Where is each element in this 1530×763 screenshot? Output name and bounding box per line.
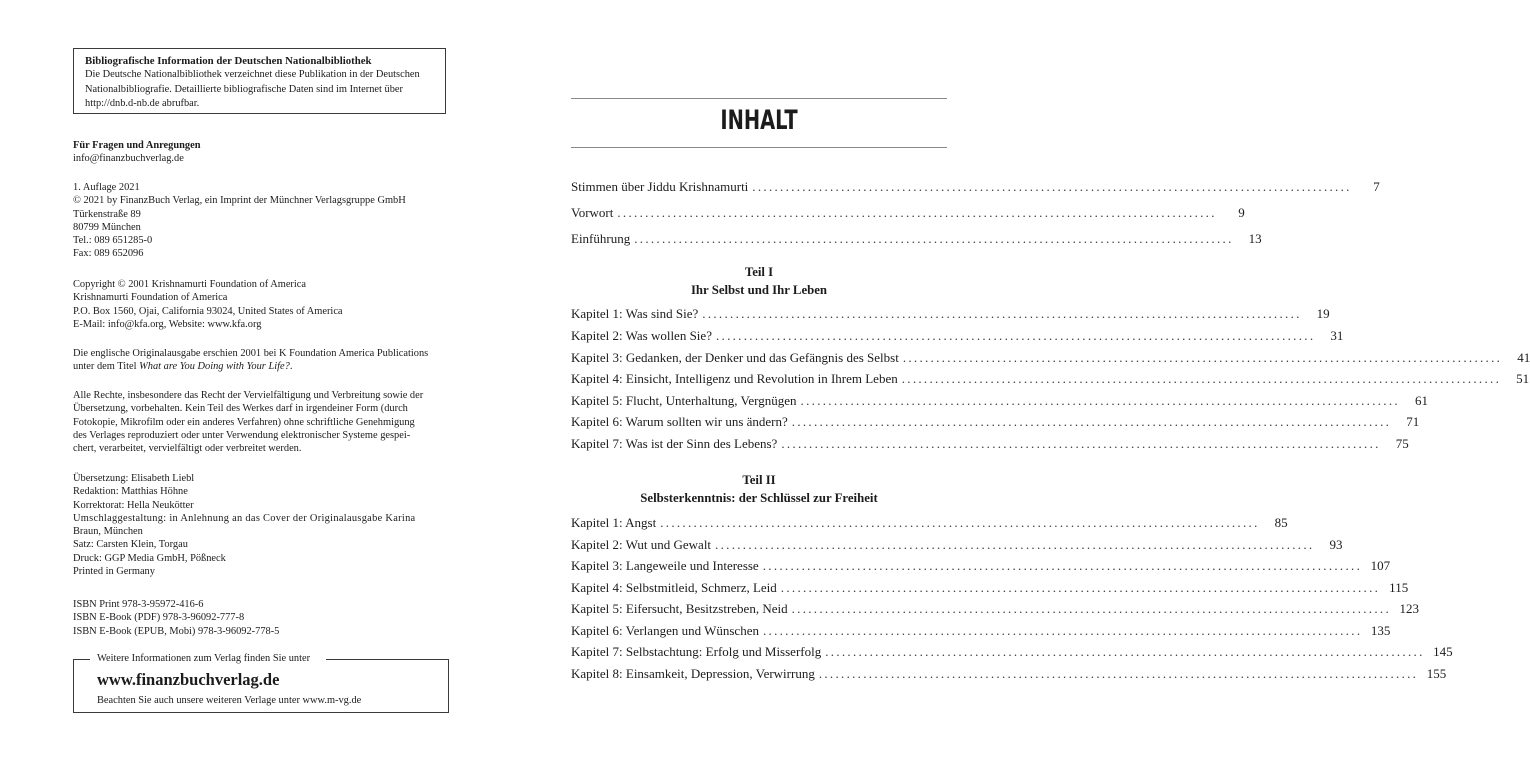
bibliographic-info-box <box>73 48 446 114</box>
biblio-title: Bibliografische Information der Deutschen Nationalbibliothek <box>85 55 372 67</box>
top-rule <box>571 98 947 99</box>
toc-leader-dots: ............................................................................................................ <box>791 601 1392 616</box>
toc-leader-dots: ............................................................................................................ <box>752 179 1352 194</box>
copyright-line: Krishnamurti Foundation of America <box>73 292 228 304</box>
toc-page-number: 155 <box>1426 666 1447 681</box>
toc-entry-label: Kapitel 2: Was wollen Sie? <box>571 328 712 343</box>
box-divider <box>326 659 449 660</box>
toc-entry[interactable] <box>571 537 1343 555</box>
credits-block <box>73 472 450 578</box>
toc-page-number: 41 <box>1517 350 1530 365</box>
edition-line: Fax: 089 652096 <box>73 248 144 260</box>
toc-leader-dots: ............................................................................................................ <box>800 393 1400 408</box>
toc-entry[interactable] <box>571 436 1409 454</box>
part-title: Ihr Selbst und Ihr Leben <box>690 283 828 297</box>
toc-entry-label: Kapitel 1: Angst <box>571 515 657 530</box>
credit-line: Satz: Carsten Klein, Torgau <box>73 539 188 551</box>
toc-entry-label: Kapitel 2: Wut und Gewalt <box>571 537 712 552</box>
verlag-url-link[interactable]: www.finanzbuchverlag.de <box>97 670 280 689</box>
original-line-2 <box>73 360 450 373</box>
original-title: What are You Doing with Your Life? <box>139 361 290 373</box>
contact-email[interactable]: info@finanzbuchverlag.de <box>73 153 184 165</box>
part-label: Teil I <box>744 265 774 279</box>
biblio-line: Nationalbibliografie. Detaillierte bibliografische Daten sind im Internet über <box>85 83 403 95</box>
toc-entry[interactable] <box>571 558 1391 576</box>
toc-entry-label: Kapitel 4: Selbstmitleid, Schmerz, Leid <box>571 580 777 595</box>
toc-entry-label: Kapitel 8: Einsamkeit, Depression, Verwirrung <box>571 666 815 681</box>
toc-title: INHALT <box>720 105 798 136</box>
toc-leader-dots: ............................................................................................................ <box>902 350 1503 365</box>
toc-leader-dots: ............................................................................................................ <box>901 371 1502 386</box>
toc-entry-label: Stimmen über Jiddu Krishnamurti <box>571 179 749 194</box>
edition-line: Tel.: 089 651285-0 <box>73 235 153 247</box>
toc-leader-dots: ............................................................................................................ <box>762 558 1363 573</box>
toc-leader-dots: ............................................................................................................ <box>702 306 1302 321</box>
toc-leader-dots: ............................................................................................................ <box>762 623 1363 638</box>
edition-line: 80799 München <box>73 221 141 233</box>
toc-entry[interactable] <box>571 328 1344 346</box>
edition-line: Türkenstraße 89 <box>73 208 141 220</box>
biblio-line: http://dnb.d-nb.de abrufbar. <box>85 98 200 110</box>
rights-line: Fotokopie, Mikrofilm oder ein anderes Verfahren) ohne schriftliche Genehmigung <box>73 416 415 428</box>
toc-leader-dots: ............................................................................................................ <box>780 580 1381 595</box>
toc-entry-label: Kapitel 7: Was ist der Sinn des Lebens? <box>571 436 778 451</box>
credit-line: Redaktion: Matthias Höhne <box>73 486 188 498</box>
toc-entry-label: Kapitel 6: Warum sollten wir uns ändern? <box>571 414 788 429</box>
contact-heading: Für Fragen und Anregungen <box>73 140 201 151</box>
edition-block <box>73 181 450 261</box>
original-prefix: unter dem Titel <box>73 361 140 373</box>
toc-leader-dots: ............................................................................................................ <box>715 328 1316 343</box>
toc-leader-dots: ............................................................................................................ <box>781 436 1381 451</box>
toc-page-number: 85 <box>1274 515 1288 530</box>
credit-line: Umschlaggestaltung: in Anlehnung an das Cover der Originalausgabe Karina <box>73 512 416 524</box>
part-label: Teil II <box>742 473 776 487</box>
toc-page-number: 115 <box>1389 580 1409 595</box>
toc-leader-dots: ............................................................................................................ <box>660 515 1260 530</box>
credit-line: Printed in Germany <box>73 566 155 578</box>
biblio-line: Die Deutsche Nationalbibliothek verzeichnet diese Publikation in der Deutschen <box>85 69 420 81</box>
toc-page-number: 31 <box>1330 328 1344 343</box>
toc-page-number: 19 <box>1316 306 1330 321</box>
toc-page-number: 71 <box>1406 414 1420 429</box>
toc-entry-label: Kapitel 4: Einsicht, Intelligenz und Revolution in Ihrem Leben <box>571 371 898 386</box>
credit-line: Druck: GGP Media GmbH, Pößneck <box>73 552 226 564</box>
original-edition-block <box>73 347 450 374</box>
toc-entry[interactable] <box>571 179 1380 197</box>
toc-entry[interactable] <box>571 205 1245 223</box>
edition-line: © 2021 by FinanzBuch Verlag, ein Imprint der Münchner Verlagsgruppe GmbH <box>73 195 406 207</box>
toc-entry[interactable] <box>571 623 1391 641</box>
toc-page-number: 75 <box>1395 436 1409 451</box>
copyright-line: E-Mail: info@kfa.org, Website: www.kfa.org <box>73 318 262 330</box>
toc-leader-dots: ............................................................................................................ <box>715 537 1315 552</box>
left-page <box>0 0 510 763</box>
rights-block <box>73 389 450 455</box>
title-rule <box>571 147 947 148</box>
toc-page-number: 145 <box>1433 644 1453 659</box>
toc-entry[interactable] <box>571 306 1330 324</box>
original-line: Die englische Originalausgabe erschien 2001 bei K Foundation America Publications <box>73 348 429 359</box>
isbn-line: ISBN Print 978-3-95972-416-6 <box>73 599 204 610</box>
contact-block <box>73 139 450 166</box>
toc-entry-label: Kapitel 5: Flucht, Unterhaltung, Vergnügen <box>571 393 797 408</box>
credit-line: Korrektorat: Hella Neukötter <box>73 499 194 511</box>
toc-entry[interactable] <box>571 666 1447 684</box>
toc-leader-dots: ............................................................................................................ <box>617 205 1217 220</box>
copyright-line: P.O. Box 1560, Ojai, California 93024, United States of America <box>73 305 343 317</box>
rights-line: chert, verarbeitet, vervielfältigt oder verbreitet werden. <box>73 443 302 455</box>
toc-page-number: 13 <box>1248 231 1262 246</box>
toc-entry-label: Kapitel 1: Was sind Sie? <box>571 306 699 321</box>
toc-page-number: 135 <box>1370 623 1391 638</box>
toc-page-number: 107 <box>1370 558 1391 573</box>
toc-page-number: 61 <box>1414 393 1428 408</box>
toc-entry[interactable] <box>571 601 1420 619</box>
toc-leader-dots: ............................................................................................................ <box>825 644 1425 659</box>
rights-line: Alle Rechte, insbesondere das Recht der Vervielfältigung und Verbreitung sowie der <box>73 390 424 401</box>
toc-page-number: 123 <box>1399 601 1420 616</box>
toc-entry[interactable] <box>571 414 1420 432</box>
credit-line: Übersetzung: Elisabeth Liebl <box>73 473 195 484</box>
toc-leader-dots: ............................................................................................................ <box>818 666 1419 681</box>
toc-leader-dots: ............................................................................................................ <box>634 231 1234 246</box>
toc-entry-label: Vorwort <box>571 205 614 220</box>
isbn-line: ISBN E-Book (EPUB, Mobi) 978-3-96092-778-5 <box>73 625 280 637</box>
edition-line: 1. Auflage 2021 <box>73 182 140 193</box>
toc-entry-label: Kapitel 7: Selbstachtung: Erfolg und Misserfolg <box>571 644 822 659</box>
box-divider <box>73 659 90 660</box>
toc-entry[interactable] <box>571 350 1530 368</box>
toc-entry-label: Kapitel 6: Verlangen und Wünschen <box>571 623 759 638</box>
rights-line: des Verlages reproduziert oder unter Verwendung elektronischer Systeme gespei- <box>73 429 411 441</box>
isbn-line: ISBN E-Book (PDF) 978-3-96092-777-8 <box>73 612 245 624</box>
toc-entry[interactable] <box>571 644 1453 662</box>
copyright-block <box>73 278 450 331</box>
toc-entry[interactable] <box>571 393 1428 411</box>
toc-entry[interactable] <box>571 231 1262 249</box>
toc-page-number: 7 <box>1373 179 1380 194</box>
copyright-line: Copyright © 2001 Krishnamurti Foundation of America <box>73 279 306 290</box>
toc-leader-dots: ............................................................................................................ <box>791 414 1392 429</box>
credit-line: Braun, München <box>73 526 143 538</box>
toc-page-number: 51 <box>1516 371 1530 386</box>
verlag-more-text: Beachten Sie auch unsere weiteren Verlage unter www.m-vg.de <box>97 695 362 706</box>
toc-entry-label: Kapitel 3: Langeweile und Interesse <box>571 558 759 573</box>
toc-entry[interactable] <box>571 580 1409 598</box>
toc-page-number: 9 <box>1238 205 1245 220</box>
toc-entry[interactable] <box>571 371 1530 389</box>
toc-entry-label: Kapitel 3: Gedanken, der Denker und das Gefängnis des Selbst <box>571 350 899 365</box>
rights-line: Übersetzung, vorbehalten. Kein Teil des Werkes darf in irgendeiner Form (durch <box>73 403 408 415</box>
isbn-block <box>73 598 450 638</box>
part-title: Selbsterkenntnis: der Schlüssel zur Freiheit <box>640 491 878 505</box>
original-suffix: . <box>289 361 293 373</box>
toc-entry[interactable] <box>571 515 1288 533</box>
verlag-info-text: Weitere Informationen zum Verlag finden Sie unter <box>97 653 311 664</box>
toc-page-number: 93 <box>1329 537 1343 552</box>
toc-entry-label: Kapitel 5: Eifersucht, Besitzstreben, Neid <box>571 601 788 616</box>
toc-entry-label: Einführung <box>571 231 631 246</box>
